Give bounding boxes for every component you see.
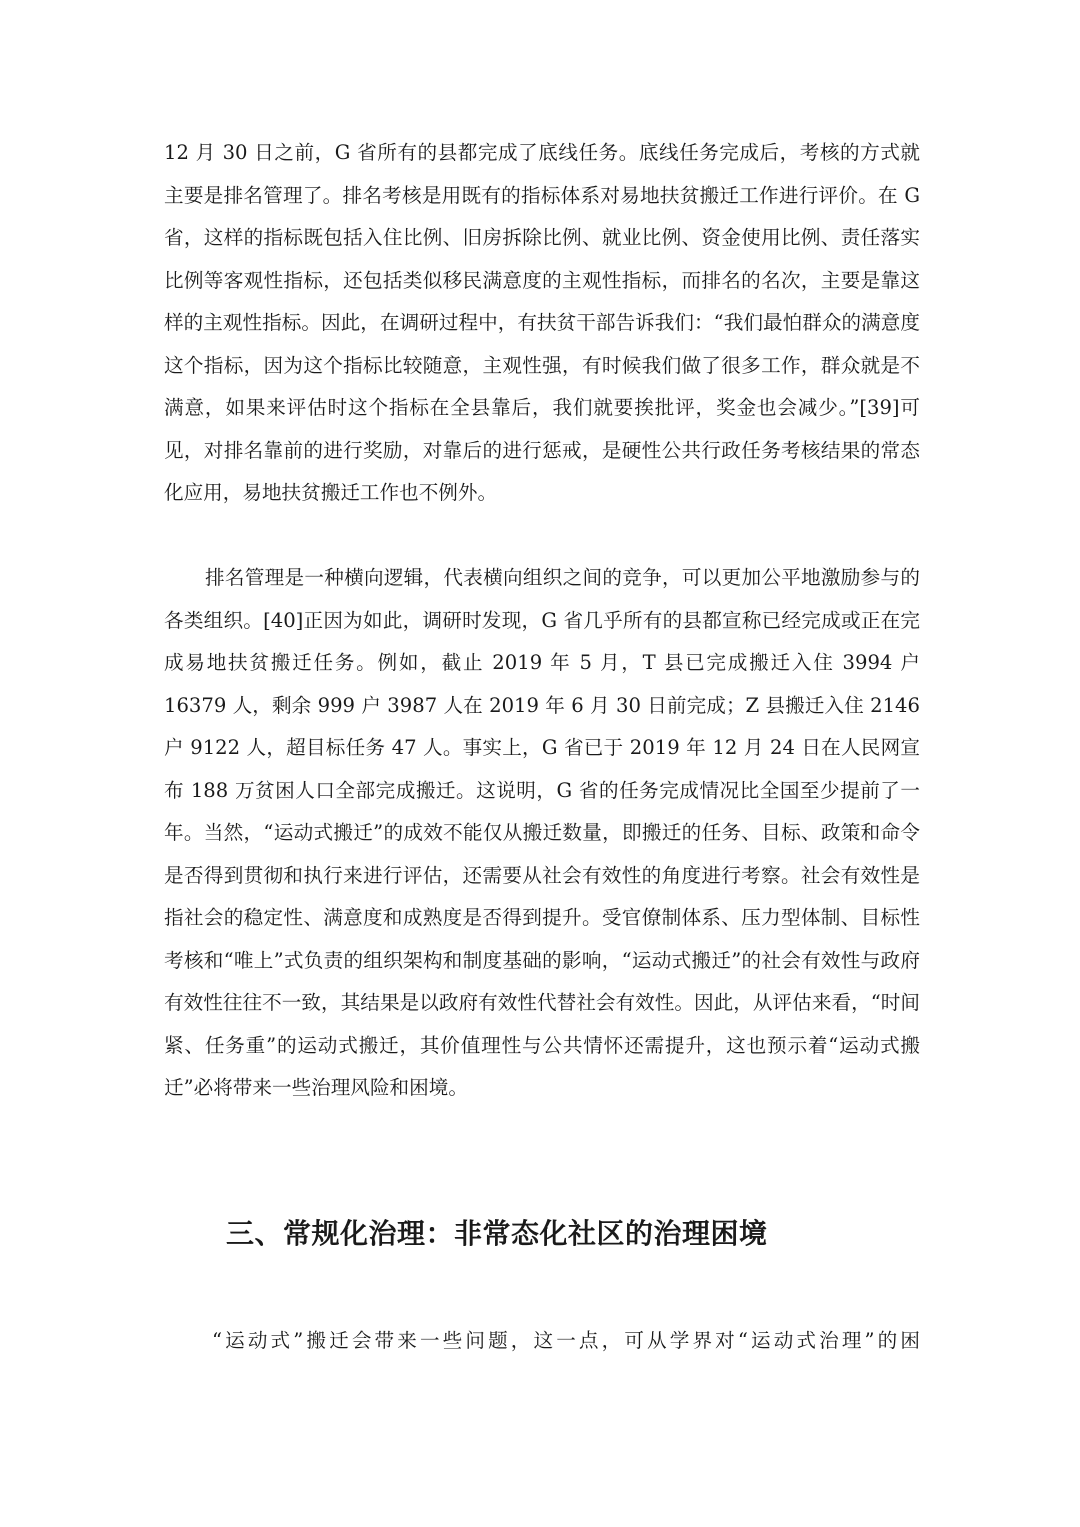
paragraph-assessment-ranking: 12 月 30 日之前，G 省所有的县都完成了底线任务。底线任务完成后，考核的方式就主要是排名管理了。排名考核是用既有的指标体系对易地扶贫搬迁工作进行评价。在 G 省，这样的指标既包括入住比例、旧房拆除比例、就业比例、资金使用比例、责任落实比例等客观性指标，还包括类似移民满意度的主观性指标，而排名的名次，主要是靠这样的主观性指标。因此，在调研过程中，有扶贫干部告诉我们：“我们最怕群众的满意度这个指标，因为这个指标比较随意，主观性强，有时候我们做了很多工作，群众就是不满意，如果来评估时这个指标在全县靠后，我们就要挨批评，奖金也会减少。”[39]可见，对排名靠前的进行奖励，对靠后的进行惩戒，是硬性公共行政任务考核结果的常态化应用，易地扶贫搬迁工作也不例外。 bbox=[164, 141, 920, 504]
paragraph-trailing-text: “运动式”搬迁会带来一些问题，这一点，可从学界对“运动式治理”的困 bbox=[212, 1329, 920, 1352]
section-heading: 三、常规化治理：非常态化社区的治理困境 bbox=[226, 1217, 768, 1250]
paragraph-ranking-management: 排名管理是一种横向逻辑，代表横向组织之间的竞争，可以更加公平地激励参与的各类组织。[40]正因为如此，调研时发现，G 省几乎所有的县都宣称已经完成或正在完成易地扶贫搬迁任务。例如，截止 2019 年 5 月，T 县已完成搬迁入住 3994 户 16379 人，剩余 999 户 3987 人在 2019 年 6 月 30 日前完成；Z 县搬迁入住 2146 户 9122 人，超目标任务 47 人。事实上，G 省已于 2019 年 12 月 24 日在人民网宣布 188 万贫困人口全部完成搬迁。这说明，G 省的任务完成情况比全国至少提前了一年。当然，“运动式搬迁”的成效不能仅从搬迁数量，即搬迁的任务、目标、政策和命令是否得到贯彻和执行来进行评估，还需要从社会有效性的角度进行考察。社会有效性是指社会的稳定性、满意度和成熟度是否得到提升。受官僚制体系、压力型体制、目标性考核和“唯上”式负责的组织架构和制度基础的影响，“运动式搬迁”的社会有效性与政府有效性往往不一致，其结果是以政府有效性代替社会有效性。因此，从评估来看，“时间紧、任务重”的运动式搬迁，其价值理性与公共情怀还需提升，这也预示着“运动式搬迁”必将带来一些治理风险和困境。 bbox=[164, 566, 920, 1099]
